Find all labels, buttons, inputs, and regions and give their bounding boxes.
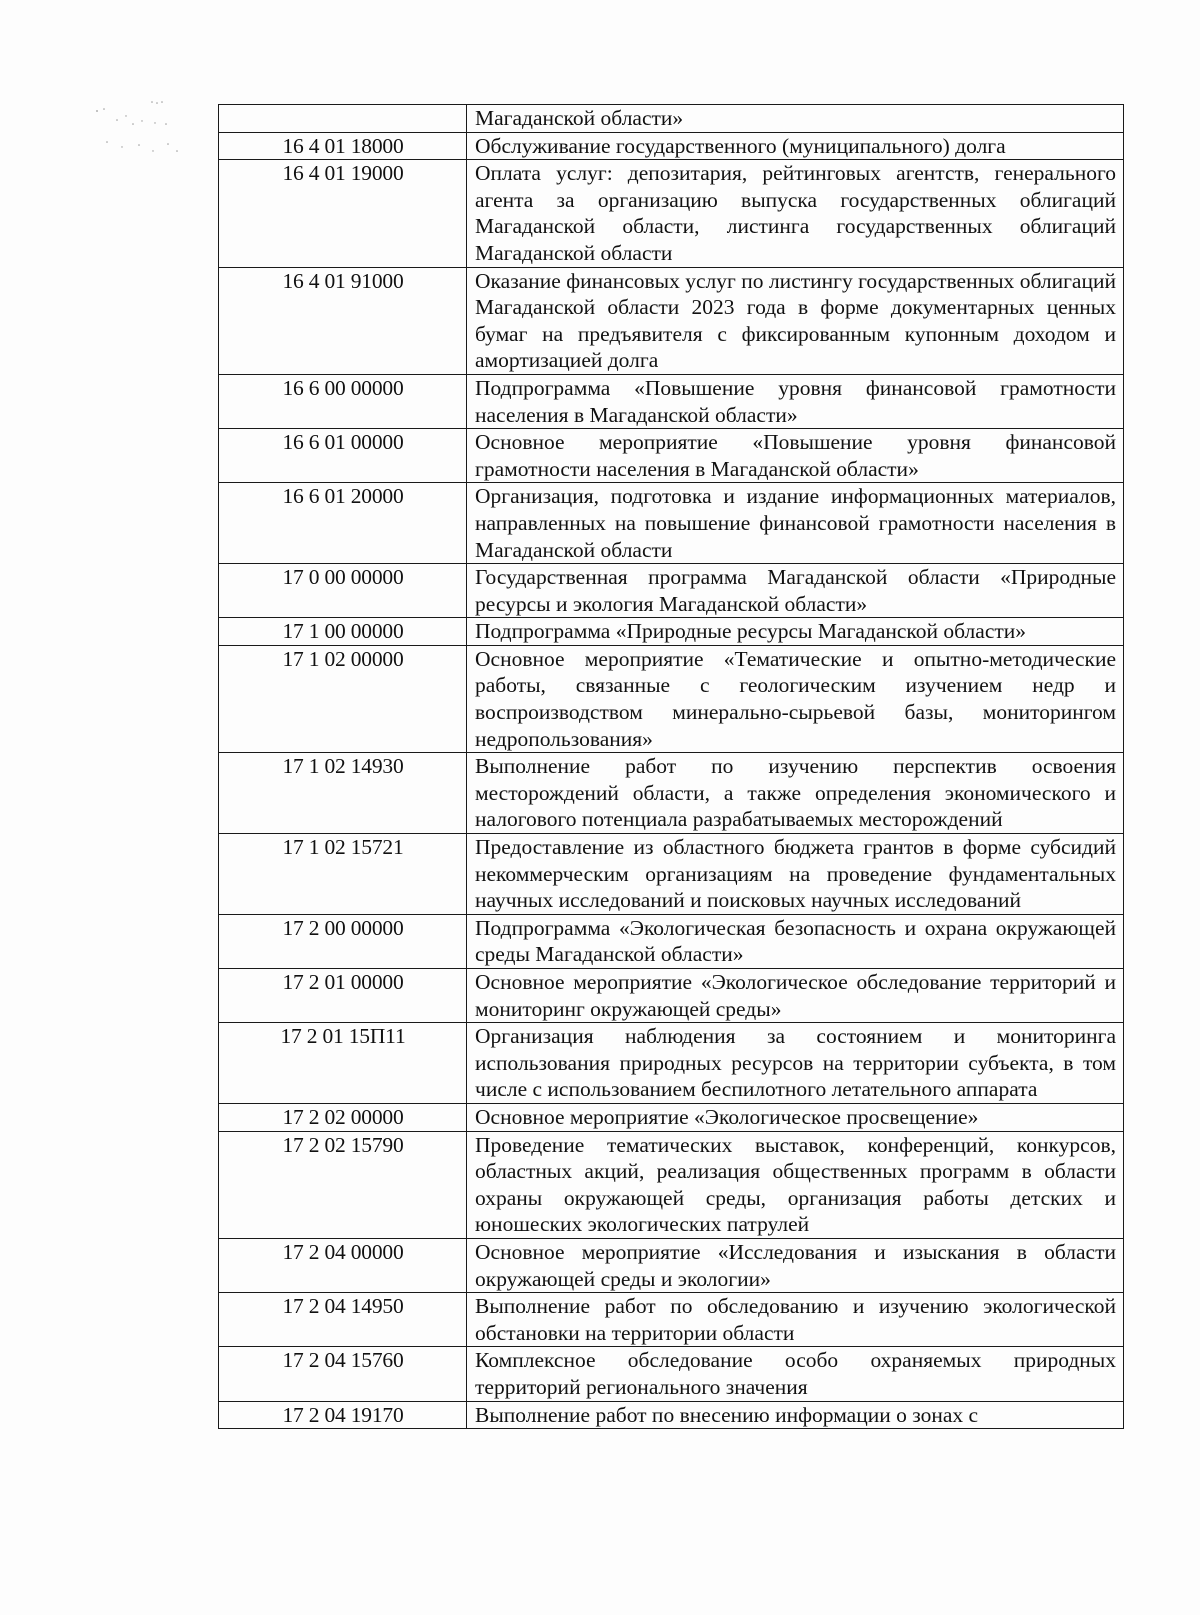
- row-code: 16 4 01 18000: [219, 132, 467, 160]
- table-row: [219, 564, 1124, 618]
- row-description: Основное мероприятие «Тематические и опытно-методические работы, связанные с геологическим изучением недр и воспроизводством минерально-сырьевой базы, мониторингом недропользования»: [467, 645, 1124, 752]
- table-row: [219, 645, 1124, 752]
- row-code: 17 1 02 14930: [219, 753, 467, 834]
- budget-codes-table: [218, 104, 1124, 1429]
- table-row: [219, 374, 1124, 428]
- row-description: Организация, подготовка и издание информационных материалов, направленных на повышение финансовой грамотности населения в Магаданской области: [467, 483, 1124, 564]
- row-description: Магаданской области»: [467, 105, 1124, 133]
- table-row: [219, 429, 1124, 483]
- table-row: [219, 1131, 1124, 1238]
- table-row: [219, 1238, 1124, 1292]
- row-description: Предоставление из областного бюджета грантов в форме субсидий некоммерческим организациям на проведение фундаментальных научных исследований и поисковых научных исследований: [467, 834, 1124, 915]
- table-row: [219, 132, 1124, 160]
- row-description: Основное мероприятие «Повышение уровня финансовой грамотности населения в Магаданской области»: [467, 429, 1124, 483]
- row-code: 17 2 02 00000: [219, 1103, 467, 1131]
- table-row: [219, 753, 1124, 834]
- table-row: [219, 160, 1124, 267]
- row-code: 16 6 01 20000: [219, 483, 467, 564]
- row-code: 17 2 04 19170: [219, 1401, 467, 1429]
- row-description: Основное мероприятие «Исследования и изыскания в области окружающей среды и экологии»: [467, 1238, 1124, 1292]
- scan-specks: [95, 100, 205, 160]
- row-code: 17 2 02 15790: [219, 1131, 467, 1238]
- table-row: [219, 914, 1124, 968]
- row-description: Государственная программа Магаданской области «Природные ресурсы и экология Магаданской области»: [467, 564, 1124, 618]
- row-description: Оказание финансовых услуг по листингу государственных облигаций Магаданской области 2023 года в форме документарных ценных бумаг на предъявителя с фиксированным купонным доходом и амортизацией долга: [467, 267, 1124, 374]
- table-row: [219, 1023, 1124, 1104]
- row-code: 17 2 04 15760: [219, 1347, 467, 1401]
- table-row: [219, 969, 1124, 1023]
- row-code: 17 1 02 00000: [219, 645, 467, 752]
- table-row: [219, 618, 1124, 646]
- table-row: [219, 834, 1124, 915]
- row-description: Подпрограмма «Природные ресурсы Магаданской области»: [467, 618, 1124, 646]
- row-description: Оплата услуг: депозитария, рейтинговых агентств, генерального агента за организацию выпуска государственных облигаций Магаданской области, листинга государственных облигаций Магаданской области: [467, 160, 1124, 267]
- row-description: Комплексное обследование особо охраняемых природных территорий регионального значения: [467, 1347, 1124, 1401]
- row-description: Подпрограмма «Повышение уровня финансовой грамотности населения в Магаданской области»: [467, 374, 1124, 428]
- row-code: 17 2 04 14950: [219, 1293, 467, 1347]
- row-code: 17 1 00 00000: [219, 618, 467, 646]
- row-description: Выполнение работ по внесению информации о зонах с: [467, 1401, 1124, 1429]
- row-description: Выполнение работ по изучению перспектив освоения месторождений области, а также определения экономического и налогового потенциала разрабатываемых месторождений: [467, 753, 1124, 834]
- row-code: [219, 105, 467, 133]
- table-row: [219, 267, 1124, 374]
- table-row: [219, 1401, 1124, 1429]
- row-description: Подпрограмма «Экологическая безопасность и охрана окружающей среды Магаданской области»: [467, 914, 1124, 968]
- table-row: [219, 105, 1124, 133]
- table-row: [219, 1103, 1124, 1131]
- row-description: Основное мероприятие «Экологическое обследование территорий и мониторинг окружающей среды»: [467, 969, 1124, 1023]
- row-description: Основное мероприятие «Экологическое просвещение»: [467, 1103, 1124, 1131]
- row-description: Проведение тематических выставок, конференций, конкурсов, областных акций, реализация общественных программ в области охраны окружающей среды, организация работы детских и юношеских экологических патрулей: [467, 1131, 1124, 1238]
- row-code: 17 2 04 00000: [219, 1238, 467, 1292]
- row-description: Организация наблюдения за состоянием и мониторинга использования природных ресурсов на территории субъекта, в том числе с использованием беспилотного летательного аппарата: [467, 1023, 1124, 1104]
- row-code: 16 6 01 00000: [219, 429, 467, 483]
- row-code: 17 2 00 00000: [219, 914, 467, 968]
- table-row: [219, 483, 1124, 564]
- row-code: 17 1 02 15721: [219, 834, 467, 915]
- row-code: 17 0 00 00000: [219, 564, 467, 618]
- row-code: 16 4 01 91000: [219, 267, 467, 374]
- row-code: 17 2 01 15П11: [219, 1023, 467, 1104]
- table-row: [219, 1347, 1124, 1401]
- row-code: 16 4 01 19000: [219, 160, 467, 267]
- row-code: 17 2 01 00000: [219, 969, 467, 1023]
- row-code: 16 6 00 00000: [219, 374, 467, 428]
- row-description: Выполнение работ по обследованию и изучению экологической обстановки на территории области: [467, 1293, 1124, 1347]
- table-row: [219, 1293, 1124, 1347]
- row-description: Обслуживание государственного (муниципального) долга: [467, 132, 1124, 160]
